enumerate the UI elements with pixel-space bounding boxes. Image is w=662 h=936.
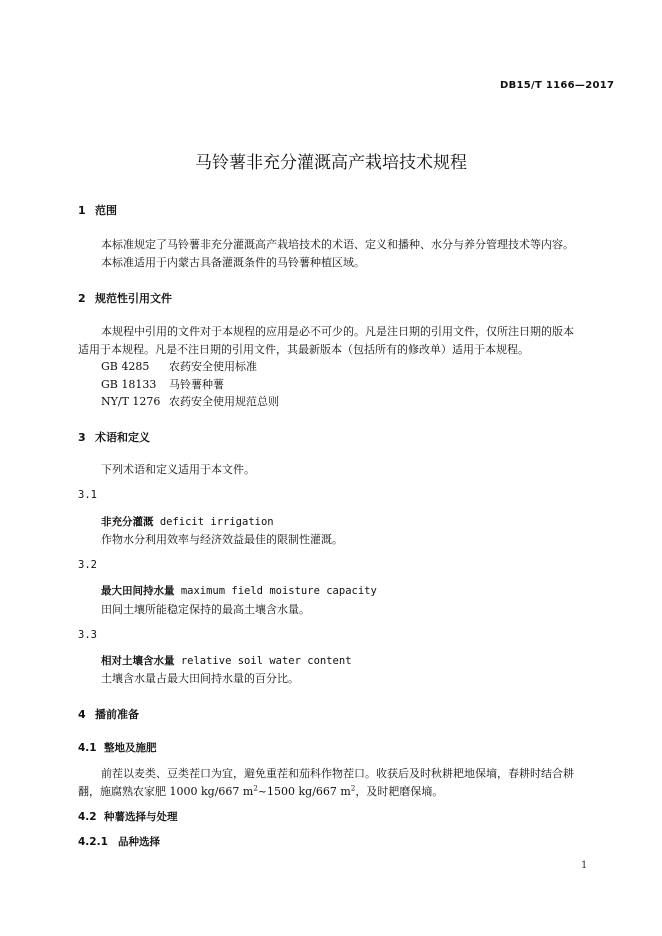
term-heading [101, 514, 274, 529]
reference-title: 农药安全使用规范总则 [169, 395, 279, 408]
section-title: 术语和定义 [95, 431, 150, 444]
section-1-paragraph-1: 本标准规定了马铃薯非充分灌溉高产栽培技术的术语、定义和播种、水分与养分管理技术等内容。 [101, 238, 574, 251]
subsection-title: 整地及施肥 [104, 742, 157, 754]
reference-code: GB 18133 [101, 378, 157, 391]
section-1-heading [78, 202, 117, 218]
term-definition: 作物水分利用效率与经济效益最佳的限制性灌溉。 [101, 533, 343, 546]
subsection-number: 4.2 [78, 811, 97, 823]
document-title: 马铃薯非充分灌溉高产栽培技术规程 [195, 153, 467, 173]
section-3-intro: 下列术语和定义适用于本文件。 [101, 463, 255, 476]
term-english: deficit irrigation [159, 516, 274, 528]
text-segment: ~1500 kg/667 m [257, 785, 351, 798]
term-english: relative soil water content [180, 655, 352, 667]
superscript: 2 [253, 784, 258, 793]
section-2-paragraph-line-2: 适用于本规程。凡是不注日期的引用文件，其最新版本（包括所有的修改单）适用于本规程。 [78, 343, 529, 356]
section-3-heading [78, 429, 150, 445]
term-heading [101, 583, 377, 598]
term-number: 3.2 [78, 559, 97, 571]
reference-code: NY/T 1276 [101, 395, 161, 408]
subsection-4-2-heading [78, 809, 178, 824]
section-title: 范围 [95, 204, 117, 217]
section-title: 播前准备 [95, 708, 139, 721]
reference-title: 马铃薯种薯 [169, 378, 224, 391]
section-2-paragraph-line-1: 本规程中引用的文件对于本规程的应用是必不可少的。凡是注日期的引用文件，仅所注日期的版本 [101, 325, 574, 338]
term-definition: 田间土壤所能稳定保持的最高土壤含水量。 [101, 603, 310, 616]
subsection-title: 品种选择 [118, 836, 160, 848]
section-title: 规范性引用文件 [95, 292, 172, 305]
term-number: 3.1 [78, 489, 97, 501]
section-number: 4 [78, 708, 86, 721]
section-4-heading [78, 706, 139, 722]
subsection-title: 种薯选择与处理 [104, 811, 178, 823]
term-definition: 土壤含水量占最大田间持水量的百分比。 [101, 672, 299, 685]
superscript: 2 [350, 784, 356, 793]
term-chinese: 非充分灌溉 [101, 516, 154, 528]
term-chinese: 最大田间持水量 [101, 585, 175, 597]
section-2-heading [78, 290, 172, 306]
term-english: maximum field moisture capacity [180, 585, 377, 597]
page-number: 1 [581, 860, 588, 871]
reference-item [101, 358, 257, 374]
term-heading [101, 653, 352, 668]
doc-code-header: DB15/T 1166—2017 [500, 80, 615, 91]
reference-title: 农药安全使用标准 [169, 360, 257, 373]
term-chinese: 相对土壤含水量 [101, 655, 175, 667]
subsection-4-1-heading [78, 740, 157, 755]
section-1-paragraph-2: 本标准适用于内蒙古具备灌溉条件的马铃薯种植区域。 [101, 256, 365, 269]
subsection-number: 4.2.1 [78, 836, 108, 848]
text-segment: ，及时耙磨保墒。 [355, 785, 444, 798]
text-segment: 翻，施腐熟农家肥 1000 kg/667 m [78, 785, 254, 798]
subsection-4-1-line-1: 前茬以麦类、豆类茬口为宜，避免重茬和茄科作物茬口。收获后及时秋耕耙地保墒，春耕时结合耕 [101, 767, 574, 780]
section-number: 2 [78, 292, 86, 305]
term-number: 3.3 [78, 629, 97, 641]
reference-item [101, 376, 224, 392]
subsection-4-1-line-2 [78, 783, 443, 799]
reference-code: GB 4285 [101, 360, 150, 373]
section-number: 3 [78, 431, 86, 444]
section-number: 1 [78, 204, 86, 217]
subsection-number: 4.1 [78, 742, 97, 754]
reference-item [101, 393, 279, 409]
subsection-4-2-1-heading [78, 834, 160, 849]
